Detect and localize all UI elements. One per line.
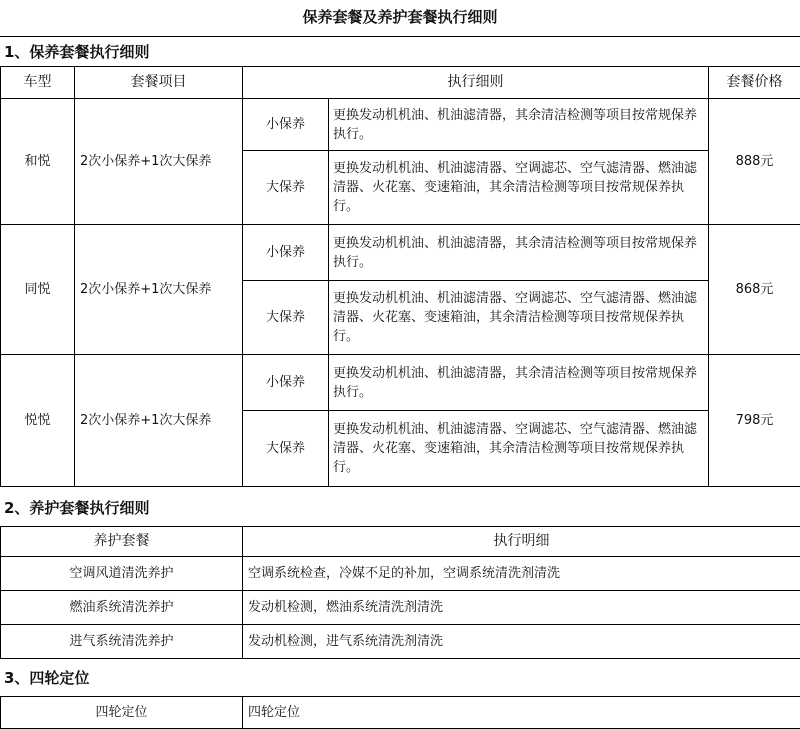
- model-cell: 同悦: [1, 225, 75, 355]
- header-package: 套餐项目: [75, 67, 243, 99]
- major-service-label: 大保养: [243, 151, 329, 225]
- care-package-name: 燃油系统清洗养护: [1, 591, 243, 625]
- model-cell: 悦悦: [1, 355, 75, 487]
- model-cell: 和悦: [1, 99, 75, 225]
- alignment-name: 四轮定位: [1, 697, 243, 729]
- table-row: [1, 355, 800, 411]
- care-package-detail: 空调系统检查，冷媒不足的补加，空调系统清洗剂清洗: [243, 557, 800, 591]
- table-row: [1, 591, 800, 625]
- header-care-package: 养护套餐: [1, 527, 243, 557]
- price-cell: 868元: [709, 225, 800, 355]
- package-cell: 2次小保养+1次大保养: [75, 355, 243, 487]
- minor-service-label: 小保养: [243, 99, 329, 151]
- care-package-detail: 发动机检测，燃油系统清洗剂清洗: [243, 591, 800, 625]
- maintenance-package-table: [0, 66, 800, 487]
- minor-service-detail: 更换发动机机油、机油滤清器，其余清洁检测等项目按常规保养执行。: [329, 99, 709, 151]
- package-cell: 2次小保养+1次大保养: [75, 225, 243, 355]
- alignment-detail: 四轮定位: [243, 697, 800, 729]
- care-package-detail: 发动机检测，进气系统清洗剂清洗: [243, 625, 800, 659]
- table-header-row: [1, 527, 800, 557]
- minor-service-label: 小保养: [243, 355, 329, 411]
- section-2-heading: 2、养护套餐执行细则: [0, 490, 800, 526]
- major-service-detail: 更换发动机机油、机油滤清器、空调滤芯、空气滤清器、燃油滤清器、火花塞、变速箱油，其余清洁检测等项目按常规保养执行。: [329, 281, 709, 355]
- package-cell: 2次小保养+1次大保养: [75, 99, 243, 225]
- table-row: [1, 625, 800, 659]
- major-service-label: 大保养: [243, 281, 329, 355]
- care-package-name: 进气系统清洗养护: [1, 625, 243, 659]
- price-cell: 888元: [709, 99, 800, 225]
- header-model: 车型: [1, 67, 75, 99]
- section-1-heading: 1、保养套餐执行细则: [0, 36, 800, 66]
- wheel-alignment-table: [0, 696, 800, 729]
- table-row: [1, 225, 800, 281]
- table-row: [1, 557, 800, 591]
- section-3-heading: 3、四轮定位: [0, 660, 800, 696]
- minor-service-label: 小保养: [243, 225, 329, 281]
- major-service-detail: 更换发动机机油、机油滤清器、空调滤芯、空气滤清器、燃油滤清器、火花塞、变速箱油，其余清洁检测等项目按常规保养执行。: [329, 151, 709, 225]
- table-row: [1, 99, 800, 151]
- minor-service-detail: 更换发动机机油、机油滤清器，其余清洁检测等项目按常规保养执行。: [329, 225, 709, 281]
- table-row: [1, 697, 800, 729]
- care-package-name: 空调风道清洗养护: [1, 557, 243, 591]
- header-price: 套餐价格: [709, 67, 800, 99]
- price-cell: 798元: [709, 355, 800, 487]
- header-care-detail: 执行明细: [243, 527, 800, 557]
- table-header-row: [1, 67, 800, 99]
- header-detail: 执行细则: [243, 67, 709, 99]
- page-title: 保养套餐及养护套餐执行细则: [0, 0, 800, 36]
- major-service-label: 大保养: [243, 411, 329, 487]
- care-package-table: [0, 526, 800, 659]
- major-service-detail: 更换发动机机油、机油滤清器、空调滤芯、空气滤清器、燃油滤清器、火花塞、变速箱油，其余清洁检测等项目按常规保养执行。: [329, 411, 709, 487]
- minor-service-detail: 更换发动机机油、机油滤清器，其余清洁检测等项目按常规保养执行。: [329, 355, 709, 411]
